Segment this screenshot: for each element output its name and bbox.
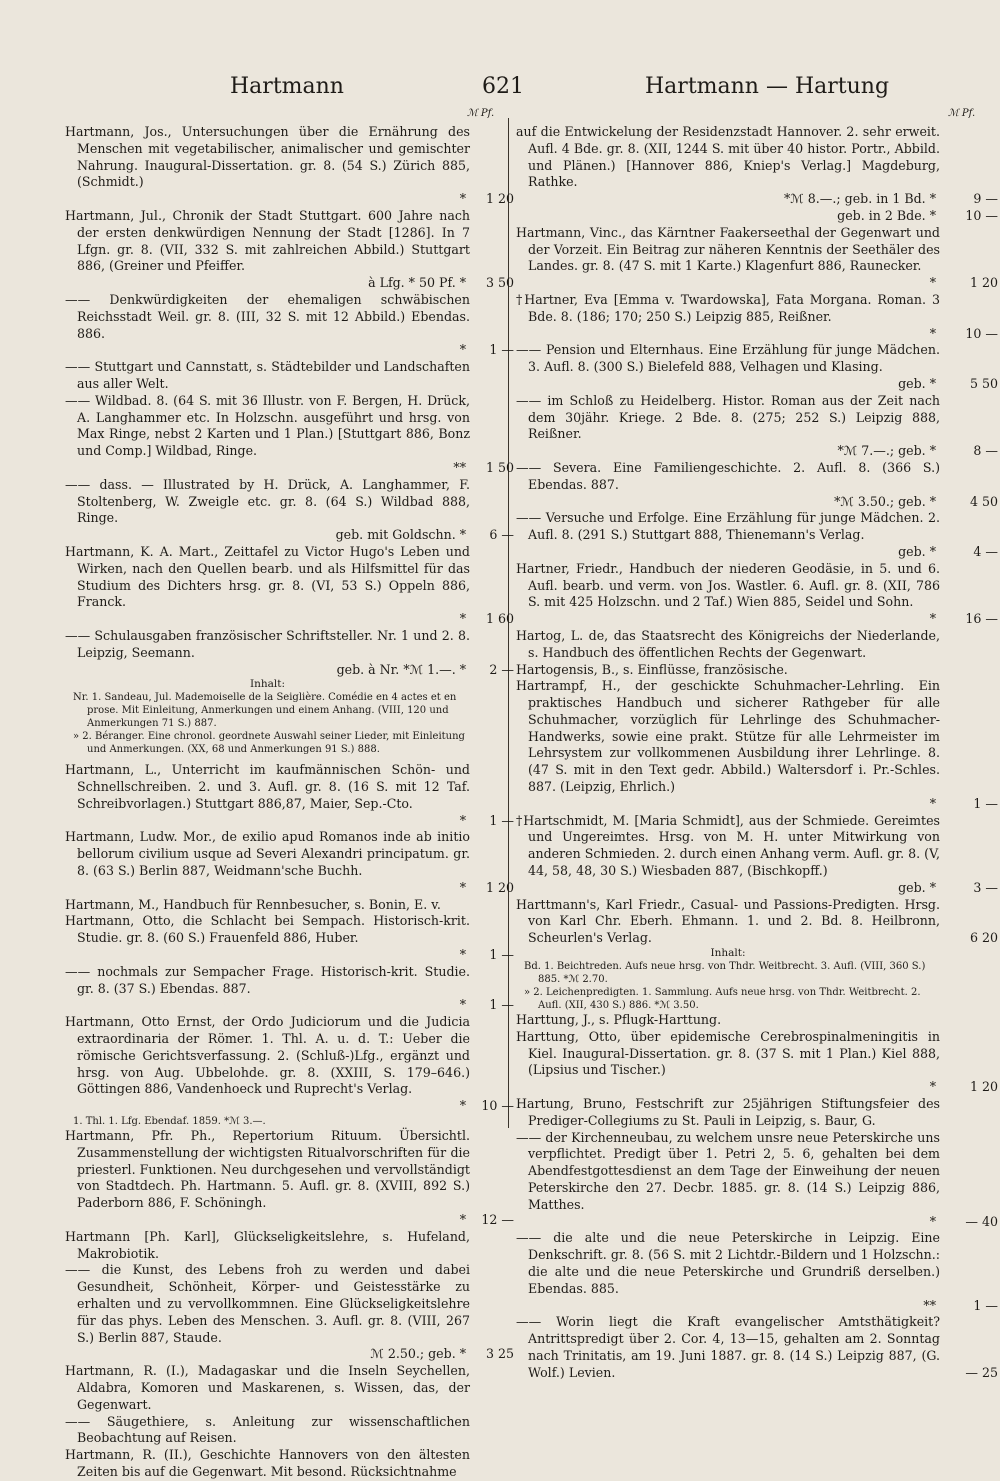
entry-text: —— Denkwürdigkeiten der ehemaligen schwäbischen Reichsstadt Weil. gr. 8. (III, 32 S. mit 12 Abbild.) Ebendas. 886.: [65, 291, 470, 341]
entry-price: 3 50: [485, 275, 514, 291]
left-column: [65, 124, 514, 1481]
entry-price: 1 —: [973, 1297, 998, 1313]
entry-text: Hartmann, Otto, die Schlacht bei Sempach. Historisch-krit. Studie. gr. 8. (60 S.) Frauenfeld 886, Huber.: [65, 913, 470, 946]
entry-text: Hartmann, Otto Ernst, der Ordo Judiciorum und die Judicia extraordinaria der Römer. 1. Thl. A. u. d. T.: Ueber die römische Gerichtsverfassung. 2. (Schluß-)Lfg., ergänzt und hrsg. von Aug. Ubbelohde. gr. 8. (XXIII, S. 179–646.) Göttingen 886, Vandenhoeck und Ruprecht's Verlag.: [65, 1014, 470, 1097]
entry-binding-note: *: [459, 812, 466, 828]
entry-price: 3 —: [973, 879, 998, 895]
catalog-entry: [516, 291, 998, 342]
entry-binding-note: *ℳ 3.50.; geb. *: [834, 493, 936, 509]
entry-text: Hartung, Bruno, Festschrift zur 25jährigen Stiftungsfeier des Prediger-Collegiums zu St. Pauli in Leipzig, s. Baur, G.: [516, 1096, 940, 1128]
entry-text: Harttmann's, Karl Friedr., Casual- und Passions-Predigten. Hrsg. von Karl Chr. Eberh. Ehmann. 1. und 2. Bd. 8. Heilbronn, Scheurlen's Verlag.: [516, 896, 940, 946]
contents-item: 1. Thl. 1. Lfg. Ebendaf. 1859. *ℳ 3.—.: [73, 1116, 266, 1128]
header-right-title: Hartmann — Hartung: [645, 74, 890, 99]
entry-binding-note: **: [453, 459, 466, 475]
catalog-entry: [65, 1229, 470, 1263]
catalog-entry: [65, 392, 514, 477]
catalog-entry: [516, 1314, 998, 1381]
entry-binding-note: *: [459, 611, 466, 627]
entry-price: 1 —: [489, 342, 514, 358]
catalog-entry: [65, 291, 514, 359]
page-number: 621: [482, 74, 524, 99]
entry-price: — 40: [965, 1213, 998, 1229]
catalog-entry: [516, 207, 998, 225]
entry-text: Hartmann [Ph. Karl], Glückseligkeitslehre, s. Hufeland, Makrobiotik.: [65, 1228, 470, 1261]
entry-text: †Hartner, Eva [Emma v. Twardowska], Fata Morgana. Roman. 3 Bde. 8. (186; 170; 250 S.) Leipzig 885, Reißner.: [516, 291, 940, 324]
entry-text: Hartmann, Ludw. Mor., de exilio apud Romanos inde ab initio bellorum civilium usque ad Severi Alexandri principatum. gr. 8. (63 S.) Berlin 887, Weidmann'sche Buchh.: [65, 829, 470, 879]
entry-binding-note: *: [459, 997, 466, 1013]
entry-price: 16 —: [965, 611, 998, 627]
catalog-entry: [65, 124, 514, 208]
entry-text: Hartogensis, B., s. Einflüsse, französische.: [516, 661, 788, 677]
entry-binding-note: *: [459, 947, 466, 963]
catalog-entry: [65, 1363, 470, 1413]
catalog-entry: [65, 762, 514, 829]
entry-price: 5 50: [969, 375, 998, 391]
entry-text: Hartrampf, H., der geschickte Schuhmacher-Lehrling. Ein praktisches Handbuch und sicherer Rathgeber für alle Schuhmacher, vorzüglich für Lehrlinge des Schuhmacher-Handwerks, sowie eine prakt. Stütze für alle Lehrmeister im Lehrsystem zur vollkommenen Ausbildung ihrer Lehrlinge. 8. (47 S. mit in den Text gedr. Abbild.) Waltersdorf i. Pr.-Schles. 887. (Leipzig, Ehrlich.): [516, 678, 940, 795]
catalog-entry: [65, 963, 514, 1014]
catalog-entry: [65, 1128, 514, 1229]
entry-text: —— nochmals zur Sempacher Frage. Historisch-krit. Studie. gr. 8. (37 S.) Ebendas. 887.: [65, 963, 470, 996]
catalog-entry: [516, 560, 998, 628]
entry-price: 1 20: [485, 879, 514, 895]
entry-text: Hartmann, L., Unterricht im kaufmännischen Schön- und Schnellschreiben. 2. und 3. Aufl. gr. 8. (16 S. mit 12 Taf. Schreibvorlagen.) Stuttgart 886,87, Maier, Sep.-Cto.: [65, 762, 470, 811]
entry-price: 9 —: [973, 191, 998, 207]
entry-text: —— Pension und Elternhaus. Eine Erzählung für junge Mädchen. 3. Aufl. 8. (300 S.) Bielefeld 888, Velhagen und Klasing.: [516, 342, 940, 375]
entry-binding-note: geb. à Nr. *ℳ 1.—. *: [336, 661, 466, 677]
entry-text: Hartmann, Pfr. Ph., Repertorium Rituum. Übersichtl. Zusammenstellung der wichtigsten Ritualvorschriften für die priesterl. Funktionen. Neu durchgesehen und vervollständigt von Stadtdech. Ph. Hartmann. 5. Aufl. gr. 8. (XVIII, 892 S.) Paderborn 886, F. Schöningh.: [65, 1128, 470, 1211]
entry-binding-note: **: [923, 1297, 936, 1313]
entry-binding-note: geb. in 2 Bde. *: [837, 207, 936, 223]
entry-text: Hartmann, R. (I.), Madagaskar und die Inseln Seychellen, Aldabra, Komoren und Maskarenen, s. Wissen, das, der Gegenwart.: [65, 1363, 470, 1412]
entry-text: —— die Kunst, des Lebens froh zu werden und dabei Gesundheit, Schönheit, Körper- und Geistesstärke zu erhalten und zu vervollkommnen. Eine Glückseligkeitslehre für das phys. Leben des Menschen. 3. Aufl. gr. 8. (VIII, 267 S.) Berlin 887, Staude.: [65, 1262, 470, 1345]
catalog-entry: [65, 1414, 470, 1448]
catalog-entry: [65, 913, 514, 963]
entry-price: 12 —: [481, 1212, 514, 1228]
catalog-entry: [516, 662, 940, 679]
catalog-entry: [516, 812, 998, 897]
entry-text: Hartmann, Jos., Untersuchungen über die Ernährung des Menschen mit vegetabilischer, animalischer und gemischter Nahrung. Inaugural-Dissertation. gr. 8. (54 S.) Zürich 885, (Schmidt.): [65, 124, 470, 190]
entry-binding-note: geb. *: [898, 543, 936, 559]
entry-binding-note: *: [929, 795, 936, 811]
catalog-entry: [516, 1129, 998, 1231]
catalog-entry: [516, 124, 998, 208]
entry-price: 1 —: [973, 795, 998, 811]
entry-price: 4 50: [969, 493, 998, 509]
contents-item: » 2. Béranger. Eine chronol. geordnete Auswahl seiner Lieder, mit Einleitung und Anmerkungen. (XX, 68 und Anmerkungen 91 S.) 888.: [73, 731, 465, 756]
catalog-entry: [65, 207, 514, 292]
entry-binding-note: *: [929, 1079, 936, 1095]
entry-text: †Hartschmidt, M. [Maria Schmidt], aus der Schmiede. Gereimtes und Ungereimtes. Hrsg. von M. H. unter Mitwirkung von anderen Schmieden. 2. durch einen Anhang verm. Aufl. gr. 8. (V, 44, 58, 48, 30 S.) Wiesbaden 887, (Bischkopff.): [516, 812, 940, 879]
entry-binding-note: *: [929, 275, 936, 291]
entry-binding-note: *: [929, 611, 936, 627]
entry-text: —— Versuche und Erfolge. Eine Erzählung für junge Mädchen. 2. Aufl. 8. (291 S.) Stuttgart 888, Thienemann's Verlag.: [516, 510, 940, 543]
catalog-entry: [516, 459, 998, 510]
entry-binding-note: *ℳ 8.—.; geb. in 1 Bd. *: [784, 191, 936, 207]
entry-text: auf die Entwickelung der Residenzstadt Hannover. 2. sehr erweit. Aufl. 4 Bde. gr. 8. (XII, 1244 S. mit über 40 histor. Portr., Abbild. und Plänen.) [Hannover 886, Kniep's Verlag.] Magdeburg, Rathke.: [516, 124, 940, 190]
entry-binding-note: à Lfg. * 50 Pf. *: [368, 275, 466, 291]
entry-text: —— Säugethiere, s. Anleitung zur wissenschaftlichen Beobachtung auf Reisen.: [65, 1413, 470, 1446]
entry-price: 6 20: [969, 930, 998, 946]
entry-price: 1 20: [969, 275, 998, 291]
entry-binding-note: *: [459, 879, 466, 895]
contents-item: Nr. 1. Sandeau, Jul. Mademoiselle de la Seiglière. Comédie en 4 actes et en prose. Mit Einleitung, Anmerkungen und einem Anhang. (VIII, 120 und Anmerkungen 71 S.) 887.: [73, 692, 457, 730]
entry-binding-note: *ℳ 7.—.; geb. *: [837, 443, 936, 459]
entry-price: 10 —: [965, 207, 998, 223]
entry-text: —— Schulausgaben französischer Schriftsteller. Nr. 1 und 2. 8. Leipzig, Seemann.: [65, 627, 470, 660]
catalog-entry: [516, 678, 998, 812]
catalog-entry: [516, 224, 998, 292]
entry-text: Hartmann, K. A. Mart., Zeittafel zu Victor Hugo's Leben und Wirken, nach den Quellen bearb. und als Hilfsmittel für das Studium des Dichters hrsg. gr. 8. (VI, 53 S.) Oppeln 886, Franck.: [65, 543, 470, 610]
entry-binding-note: geb. mit Goldschn. *: [335, 527, 466, 543]
entry-binding-note: *: [929, 325, 936, 341]
entry-binding-note: geb. *: [898, 879, 936, 895]
catalog-entry: [516, 510, 998, 560]
catalog-entry: [65, 897, 470, 914]
catalog-entry: [516, 1230, 998, 1314]
catalog-entry: [65, 1447, 470, 1481]
entry-text: —— die alte und die neue Peterskirche in Leipzig. Eine Denkschrift. gr. 8. (56 S. mit 2 Lichtdr.-Bildern und 1 Holzschn.: die alte und die neue Peterskirche und Grundriß derselben.) Ebendas. 885.: [516, 1230, 940, 1296]
entry-price: 1 20: [969, 1079, 998, 1095]
catalog-entry: [516, 1096, 940, 1130]
entry-price: 6 —: [489, 527, 514, 543]
entry-binding-note: *: [459, 342, 466, 358]
contents-heading: Inhalt:: [710, 947, 746, 960]
catalog-entry: [516, 1028, 998, 1096]
entry-binding-note: geb. *: [898, 375, 936, 391]
contents-heading: Inhalt:: [249, 678, 286, 691]
right-column: [516, 124, 998, 1382]
catalog-entry: [516, 1012, 940, 1029]
entry-text: Harttung, Otto, über epidemische Cerebrospinalmeningitis in Kiel. Inaugural-Dissertation. gr. 8. (37 S. mit 1 Plan.) Kiel 888, (Lipsius und Tischer.): [516, 1028, 940, 1078]
entry-text: Harttung, J., s. Pflugk-Harttung.: [516, 1012, 722, 1028]
catalog-entry: [516, 628, 940, 662]
entry-text: —— Wildbad. 8. (64 S. mit 36 Illustr. von F. Bergen, H. Drück, A. Langhammer etc. In Holzschn. ausgeführt und hrsg. von Max Ringe, nebst 2 Karten und 1 Plan.) [Stuttgart 886, Bonz und Comp.] Wildbad, Ringe.: [65, 392, 470, 459]
contents-item: » 2. Leichenpredigten. 1. Sammlung. Aufs neue hrsg. von Thdr. Weitbrecht. 2. Aufl. (XII, 430 S.) 886. *ℳ 3.50.: [524, 987, 921, 1012]
entry-binding-note: *: [459, 1212, 466, 1228]
entry-price: 1 —: [489, 997, 514, 1013]
catalog-entry: [516, 342, 998, 392]
entry-price: 10 —: [965, 325, 998, 341]
catalog-entry: [65, 1262, 514, 1363]
entry-price: 1 —: [489, 812, 514, 828]
header-left-title: Hartmann: [230, 74, 344, 99]
entry-text: —— dass. — Illustrated by H. Drück, A. Langhammer, F. Stoltenberg, W. Zweigle etc. gr. 8. (64 S.) Wildbad 888, Ringe.: [65, 476, 470, 526]
entry-price: 8 —: [973, 443, 998, 459]
entry-price: 2 —: [489, 661, 514, 677]
currency-header-right: ℳ Pf.: [948, 108, 976, 119]
entry-text: Hartog, L. de, das Staatsrecht des Königreichs der Niederlande, s. Handbuch des öffentlichen Rechts der Gegenwart.: [516, 627, 940, 660]
entry-price: — 25: [965, 1364, 998, 1380]
currency-header-left: ℳ Pf.: [467, 108, 495, 119]
entry-binding-note: *: [459, 191, 466, 207]
catalog-entry: [65, 1014, 514, 1115]
catalog-entry: [65, 829, 514, 896]
entry-price: 1 20: [485, 191, 514, 207]
entry-text: —— im Schloß zu Heidelberg. Histor. Roman aus der Zeit nach dem 30jähr. Kriege. 2 Bde. 8. (275; 252 S.) Leipzig 888, Reißner.: [516, 392, 940, 442]
entry-text: Hartmann, M., Handbuch für Rennbesucher, s. Bonin, E. v.: [65, 896, 441, 912]
catalog-entry: [65, 627, 514, 678]
catalog-entry: [65, 543, 514, 628]
entry-text: Hartner, Friedr., Handbuch der niederen Geodäsie, in 5. und 6. Aufl. bearb. und verm. von Jos. Wastler. 6. Aufl. gr. 8. (XII, 786 S. mit 425 Holzschn. und 2 Taf.) Wien 885, Seidel und Sohn.: [516, 560, 940, 610]
entry-price: 1 50: [485, 459, 514, 475]
entry-text: —— Worin liegt die Kraft evangelischer Amtsthätigkeit? Antrittspredigt über 2. Cor. 4, 13—15, gehalten am 2. Sonntag nach Trinitatis, am 19. Juni 1887. gr. 8. (14 S.) Leipzig 887, (G. Wolf.) Levien.: [516, 1314, 940, 1380]
entry-price: 4 —: [973, 543, 998, 559]
entry-text: Hartmann, Jul., Chronik der Stadt Stuttgart. 600 Jahre nach der ersten denkwürdigen Nennung der Stadt [1286]. In 7 Lfgn. gr. 8. (VII, 332 S. mit zahlreichen Abbild.) Stuttgart 886, (Greiner und Pfeiffer.: [65, 207, 470, 274]
contents-item: Bd. 1. Beichtreden. Aufs neue hrsg. von Thdr. Weitbrecht. 3. Aufl. (VIII, 360 S.) 885. *ℳ 2.70.: [524, 961, 926, 986]
catalog-entry: [516, 392, 998, 460]
entry-binding-note: ℳ 2.50.; geb. *: [370, 1346, 466, 1362]
entry-text: —— Stuttgart und Cannstatt, s. Städtebilder und Landschaften aus aller Welt.: [65, 359, 470, 391]
entry-price: 1 60: [485, 611, 514, 627]
catalog-entry: [65, 476, 514, 544]
catalog-entry: [65, 359, 470, 393]
entry-text: —— Severa. Eine Familiengeschichte. 2. Aufl. 8. (366 S.) Ebendas. 887.: [516, 459, 940, 492]
entry-price: 10 —: [481, 1098, 514, 1114]
page-header: [0, 74, 1000, 114]
entry-text: Hartmann, R. (II.), Geschichte Hannovers von den ältesten Zeiten bis auf die Gegenwart. Mit besond. Rücksichtnahme: [65, 1447, 470, 1479]
entry-price: 1 —: [489, 947, 514, 963]
entry-binding-note: *: [459, 1098, 466, 1114]
entry-binding-note: *: [929, 1213, 936, 1229]
entry-text: —— der Kirchenneubau, zu welchem unsre neue Peterskirche uns verpflichtet. Predigt über 1. Petri 2, 5. 6, gehalten bei dem Abendfestgottesdienst an dem Tage der Einweihung der neuen Peterskirche den 27. Decbr. 1885. gr. 8. (14 S.) Leipzig 886, Matthes.: [516, 1129, 940, 1212]
entry-price: 3 25: [485, 1346, 514, 1362]
entry-text: Hartmann, Vinc., das Kärntner Faakerseethal der Gegenwart und der Vorzeit. Ein Beitrag zur näheren Kenntnis der Seethäler des Landes. gr. 8. (47 S. mit 1 Karte.) Klagenfurt 886, Raunecker.: [516, 224, 940, 274]
catalog-entry: [516, 896, 998, 947]
